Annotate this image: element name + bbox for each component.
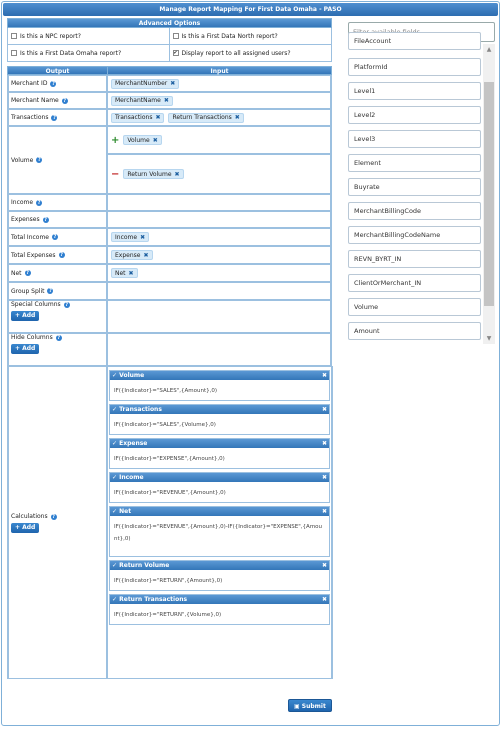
chip-label: Return Transactions — [172, 114, 232, 121]
add-hide-column-button[interactable]: + Add — [11, 344, 39, 354]
field-item[interactable]: Buyrate — [348, 178, 481, 196]
checkbox-npc[interactable] — [11, 33, 17, 39]
volume-input — [108, 126, 332, 194]
remove-icon[interactable]: ✖ — [155, 114, 161, 121]
minus-icon: − — [111, 168, 120, 180]
hide-columns-cell — [7, 333, 108, 366]
plus-icon: + — [111, 134, 120, 146]
close-icon[interactable]: ✖ — [321, 508, 327, 515]
row-transactions — [7, 109, 332, 126]
help-icon[interactable]: ? — [65, 302, 69, 308]
transactions-input[interactable] — [108, 109, 332, 126]
remove-icon[interactable]: ✖ — [174, 170, 180, 178]
field-item[interactable]: Level2 — [348, 106, 481, 124]
field-item[interactable]: ClientOrMerchant_IN — [348, 274, 481, 292]
help-icon[interactable]: ? — [37, 157, 41, 163]
help-icon[interactable]: ? — [53, 234, 57, 240]
chip-expense — [111, 250, 153, 260]
expenses-input[interactable] — [108, 211, 332, 228]
merchant-name-label: Merchant Name — [11, 97, 59, 104]
advanced-options-header: Advanced Options — [7, 18, 332, 28]
field-item-partial[interactable]: FileAccount — [348, 32, 481, 50]
scroll-down-icon[interactable]: ▼ — [486, 335, 492, 342]
row-group-split — [7, 282, 332, 300]
help-icon[interactable]: ? — [53, 114, 56, 121]
net-input[interactable] — [108, 264, 332, 282]
remove-icon[interactable]: ✖ — [234, 114, 240, 121]
close-icon[interactable]: ✖ — [321, 372, 327, 379]
calc-name: Expense — [119, 440, 148, 447]
help-icon[interactable]: ? — [60, 252, 63, 258]
chip-label: Return Volume — [127, 170, 172, 178]
calc-income: ✓ Income ✖ IF({Indicator}="REVENUE",{Amount},0) — [109, 472, 330, 503]
calc-volume: ✓ Volume ✖ IF({Indicator}="SALES",{Amount},0) — [109, 370, 330, 401]
checkbox-display-all[interactable]: ✔ — [173, 49, 178, 56]
hide-columns-input[interactable] — [108, 333, 332, 366]
chip-volume — [123, 135, 161, 145]
field-item[interactable]: MerchantBillingCodeName — [348, 226, 481, 244]
chip-label: MerchantName — [115, 97, 161, 104]
chip-label: MerchantNumber — [115, 80, 168, 87]
calc-formula[interactable]: IF({Indicator}="EXPENSE",{Amount},0) — [114, 456, 225, 462]
checkbox-fd-north[interactable] — [173, 33, 179, 39]
row-volume — [7, 126, 332, 194]
option-fd-north-label: Is this a First Data North report? — [181, 32, 278, 40]
merchant-name-input[interactable] — [108, 92, 332, 109]
field-item[interactable]: Level1 — [348, 82, 481, 100]
close-icon[interactable]: ✖ — [321, 406, 327, 413]
remove-icon[interactable]: ✖ — [143, 251, 149, 259]
field-item[interactable]: Element — [348, 154, 481, 172]
field-item[interactable]: Volume — [348, 298, 481, 316]
row-hide-columns — [7, 333, 332, 366]
calculations-label: Calculations — [11, 512, 48, 520]
calc-expense: ✓ Expense ✖ IF({Indicator}="EXPENSE",{Amount},0) — [109, 438, 330, 469]
income-input[interactable] — [108, 194, 332, 211]
remove-icon[interactable]: ✖ — [140, 233, 146, 241]
group-split-input[interactable] — [108, 282, 332, 300]
volume-plus-row[interactable] — [108, 127, 330, 155]
income-label: Income — [11, 199, 34, 206]
fields-list — [348, 37, 495, 344]
chip-label: Expense — [115, 251, 141, 259]
option-npc[interactable] — [7, 28, 170, 45]
scrollbar-thumb[interactable] — [484, 82, 494, 306]
chip-return-volume — [123, 169, 183, 179]
calc-transactions: ✓ Transactions ✖ IF({Indicator}="SALES",{Volume},0) — [109, 404, 330, 435]
report-mapping-dialog — [1, 1, 500, 726]
advanced-options-grid — [7, 28, 332, 62]
row-merchant-name — [7, 92, 332, 109]
total-income-label: Total Income — [11, 233, 49, 241]
calc-formula[interactable]: IF({Indicator}="REVENUE",{Amount},0) — [114, 490, 226, 496]
calc-formula[interactable]: IF({Indicator}="RETURN",{Amount},0) — [114, 578, 223, 584]
expenses-label: Expenses — [11, 216, 40, 223]
field-item[interactable]: MerchantBillingCode — [348, 202, 481, 220]
chip-merchantname — [111, 96, 173, 106]
transactions-label: Transactions — [11, 114, 49, 121]
calculations-cell — [7, 366, 108, 679]
input-header: Input — [108, 66, 332, 75]
help-icon[interactable]: ? — [51, 80, 55, 87]
help-icon[interactable]: ? — [44, 216, 48, 223]
chip-transactions — [111, 113, 164, 123]
calc-formula[interactable]: IF({Indicator}="SALES",{Amount},0) — [114, 388, 218, 394]
volume-minus-row[interactable] — [108, 155, 330, 193]
net-label: Net — [11, 269, 22, 277]
option-npc-label: Is this a NPC report? — [20, 32, 81, 40]
option-fd-omaha-label: Is this a First Data Omaha report? — [20, 49, 122, 57]
special-columns-label: Special Columns — [11, 301, 61, 308]
option-display-all[interactable] — [170, 45, 333, 62]
calc-name: Net — [119, 508, 132, 515]
row-calculations — [7, 366, 332, 679]
calc-name: Volume — [119, 372, 145, 379]
total-expenses-label: Total Expenses — [11, 251, 56, 259]
field-item[interactable]: PlatformId — [348, 58, 481, 76]
field-item[interactable]: Level3 — [348, 130, 481, 148]
chip-label: Income — [115, 233, 138, 241]
close-icon[interactable]: ✖ — [321, 562, 327, 569]
row-total-income — [7, 228, 332, 246]
close-icon[interactable]: ✖ — [321, 440, 327, 447]
chip-label: Volume — [127, 136, 150, 144]
calc-name: Return Transactions — [119, 596, 188, 603]
option-display-all-label: Display report to all assigned users? — [181, 49, 291, 57]
row-net — [7, 264, 332, 282]
remove-icon[interactable]: ✖ — [152, 136, 158, 144]
special-columns-input[interactable] — [108, 300, 332, 333]
row-merchant-id — [7, 75, 332, 92]
help-icon[interactable]: ? — [26, 270, 29, 276]
mapping-panel — [7, 18, 332, 679]
merchant-id-input[interactable] — [108, 75, 332, 92]
chip-return-transactions — [168, 113, 243, 123]
hide-columns-label: Hide Columns — [11, 334, 53, 341]
special-columns-cell — [7, 300, 108, 333]
save-icon: ▣ — [294, 703, 302, 710]
total-expenses-input[interactable] — [108, 246, 332, 264]
add-special-column-button[interactable]: + Add — [11, 311, 39, 321]
field-item[interactable]: REVN_BYRT_IN — [348, 250, 481, 268]
calculations-input — [108, 366, 333, 679]
option-fd-north[interactable] — [170, 28, 333, 45]
calc-name: Return Volume — [119, 562, 170, 569]
row-special-columns — [7, 300, 332, 333]
calc-formula[interactable]: IF({Indicator}="REVENUE",{Amount},0)-IF({Indicator}="EXPENSE",{Amount},0) — [114, 524, 323, 542]
row-expenses — [7, 211, 332, 228]
help-icon[interactable]: ? — [37, 199, 41, 206]
remove-icon[interactable]: ✖ — [128, 269, 134, 277]
output-header: Output — [7, 66, 108, 75]
submit-label: Submit — [301, 703, 326, 710]
merchant-id-label: Merchant ID — [11, 80, 48, 87]
remove-icon[interactable]: ✖ — [163, 97, 169, 104]
chip-net — [111, 268, 138, 278]
mapping-header — [7, 66, 332, 75]
row-income — [7, 194, 332, 211]
fields-panel — [348, 22, 495, 344]
chip-label: Transactions — [115, 114, 153, 121]
calc-name: Income — [119, 474, 144, 481]
submit-button[interactable] — [288, 699, 332, 712]
group-split-label: Group Split — [11, 287, 45, 295]
help-icon[interactable]: ? — [52, 513, 56, 520]
calc-return-volume: ✓ Return Volume ✖ IF({Indicator}="RETURN",{Amount},0) — [109, 560, 330, 591]
scroll-up-icon[interactable]: ▲ — [486, 46, 492, 53]
help-icon[interactable]: ? — [57, 335, 61, 341]
dialog-title: Manage Report Mapping For First Data Omaha - PASO — [3, 3, 498, 16]
close-icon[interactable]: ✖ — [321, 596, 327, 603]
calc-return-transactions: ✓ Return Transactions ✖ IF({Indicator}="RETURN",{Volume},0) — [109, 594, 330, 625]
add-calculation-button[interactable]: + Add — [11, 523, 39, 533]
calc-name: Transactions — [119, 406, 162, 413]
volume-label: Volume — [11, 156, 34, 164]
checkbox-fd-omaha[interactable] — [11, 50, 17, 56]
chip-label: Net — [115, 269, 126, 277]
chip-merchantnumber — [111, 79, 179, 89]
total-income-input[interactable] — [108, 228, 332, 246]
option-fd-omaha[interactable] — [7, 45, 170, 62]
close-icon[interactable]: ✖ — [321, 474, 327, 481]
row-total-expenses — [7, 246, 332, 264]
help-icon[interactable]: ? — [49, 288, 52, 294]
calc-formula[interactable]: IF({Indicator}="SALES",{Volume},0) — [114, 422, 216, 428]
fields-scrollbar[interactable] — [483, 44, 495, 344]
help-icon[interactable]: ? — [63, 97, 67, 104]
calc-net: ✓ Net ✖ IF({Indicator}="REVENUE",{Amount},0)-IF({Indicator}="EXPENSE",{Amount},0) — [109, 506, 330, 557]
chip-income — [111, 232, 149, 242]
calc-formula[interactable]: IF({Indicator}="RETURN",{Volume},0) — [114, 612, 222, 618]
field-item[interactable]: Amount — [348, 322, 481, 340]
remove-icon[interactable]: ✖ — [170, 80, 176, 87]
